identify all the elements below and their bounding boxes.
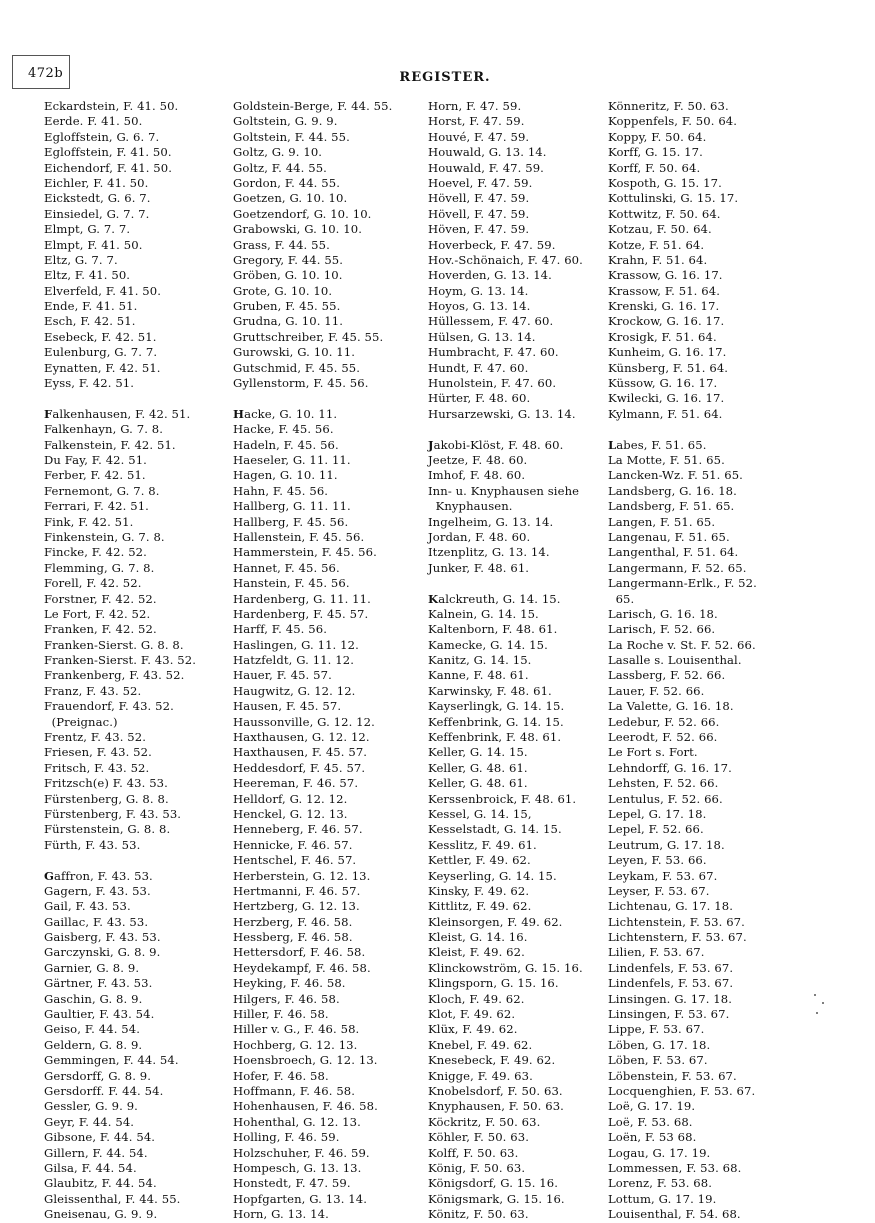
index-entry-letter-start: Gaffron, F. 43. 53. [44,868,153,883]
index-entry: Kleist, G. 14. 16. [428,930,528,945]
index-entry: Langermann, F. 52. 65. [608,560,747,575]
index-entry: Lommessen, F. 53. 68. [608,1160,742,1175]
index-entry: Lehsten, F. 52. 66. [608,776,719,791]
index-entry: Gyllenstorm, F. 45. 56. [233,376,369,391]
index-entry: Hofer, F. 46. 58. [233,1068,329,1083]
index-entry: Falkenhayn, G. 7. 8. [44,422,164,437]
index-entry: Kleist, F. 49. 62. [428,945,525,960]
index-entry: Heereman, F. 46. 57. [233,776,359,791]
index-entry: Gaillac, F. 43. 53. [44,914,149,929]
index-entry: Löbenstein, F. 53. 67. [608,1068,737,1083]
index-entry-letter-start: Kalckreuth, G. 14. 15. [428,591,561,606]
index-entry: Grudna, G. 10. 11. [233,314,344,329]
index-entry: Horn, F. 47. 59. [428,99,522,113]
index-entry: Hov.-Schönaich, F. 47. 60. [428,252,583,267]
index-entry: Karwinsky, F. 48. 61. [428,683,552,698]
index-entry: Falkenstein, F. 42. 51. [44,437,176,452]
index-entry: Kayserlingk, G. 14. 15. [428,699,565,714]
index-entry: Hertzberg, G. 12. 13. [233,899,360,914]
index-entry: Hoym, G. 13. 14. [428,283,529,298]
index-entry: Le Fort s. Fort. [608,745,698,760]
index-entry: Fritzsch(e) F. 43. 53. [44,776,168,791]
index-entry: Heddesdorf, F. 45. 57. [233,760,366,775]
index-entry: Hatzfeldt, G. 11. 12. [233,653,354,668]
index-entry: Lichtenstern, F. 53. 67. [608,930,747,945]
index-entry: Kottwitz, F. 50. 64. [608,206,721,221]
index-entry: Gutschmid, F. 45. 55. [233,360,361,375]
index-entry: Küssow, G. 16. 17. [608,376,718,391]
index-entry: Keller, G. 48. 61. [428,776,528,791]
index-entry: Kylmann, F. 51. 64. [608,406,723,421]
index-entry: Haslingen, G. 11. 12. [233,637,359,652]
index-entry: Klot, F. 49. 62. [428,1007,516,1022]
index-entry: Goetzendorf, G. 10. 10. [233,206,372,221]
index-entry: Keffenbrink, F. 48. 61. [428,730,562,745]
index-entry: Gruben, F. 45. 55. [233,299,341,314]
index-entry: Haussonville, G. 12. 12. [233,714,375,729]
index-entry: Hallberg, F. 45. 56. [233,514,349,529]
running-head: REGISTER. [399,70,491,85]
index-entry: Gersdorff, G. 8. 9. [44,1068,152,1083]
index-entry: Heyking, F. 46. 58. [233,976,346,991]
index-entry: Hacke, F. 45. 56. [233,422,334,437]
index-entry: Langenthal, F. 51. 64. [608,545,739,560]
index-entry: Krassow, G. 16. 17. [608,268,723,283]
page-number: 472b [28,66,64,81]
index-entry: Löben, F. 53. 67. [608,1053,708,1068]
index-entry: Fürstenberg, G. 8. 8. [44,791,169,806]
index-entry: Grass, F. 44. 55. [233,237,330,252]
index-entry: Glaubitz, F. 44. 54. [44,1176,157,1191]
index-entry: Künsberg, F. 51. 64. [608,360,729,375]
index-entry: (Preignac.) [44,714,118,729]
index-entry: Ledebur, F. 52. 66. [608,714,720,729]
index-entry: Grote, G. 10. 10. [233,283,333,298]
index-entry: Garczynski, G. 8. 9. [44,945,161,960]
index-entry: Elmpt, G. 7. 7. [44,222,131,237]
index-entry: Kalnein, G. 14. 15. [428,606,539,621]
index-entry: Knyphausen, F. 50. 63. [428,1099,564,1114]
index-entry: Keffenbrink, G. 14. 15. [428,714,564,729]
index-entry: Landsberg, G. 16. 18. [608,483,737,498]
index-entry: Kesselstadt, G. 14. 15. [428,822,562,837]
index-entry: Horst, F. 47. 59. [428,114,525,129]
index-entry: Honstedt, F. 47. 59. [233,1176,351,1191]
index-entry: Lancken-Wz. F. 51. 65. [608,468,743,483]
index-entry: Krosigk, F. 51. 64. [608,329,717,344]
index-entry: Hertmanni, F. 46. 57. [233,883,361,898]
index-entry: Hardenberg, F. 45. 57. [233,606,369,621]
index-entry: Eichendorf, F. 41. 50. [44,160,173,175]
index-entry: Kamecke, G. 14. 15. [428,637,548,652]
index-entry: Forstner, F. 42. 52. [44,591,157,606]
index-entry: Houwald, G. 13. 14. [428,145,547,160]
index-entry: Hannet, F. 45. 56. [233,560,340,575]
index-entry: Fincke, F. 42. 52. [44,545,147,560]
index-entry: Hanstein, F. 45. 56. [233,576,350,591]
index-entry: Kloch, F. 49. 62. [428,991,525,1006]
index-entry: Du Fay, F. 42. 51. [44,452,147,467]
index-entry: Gibsone, F. 44. 54. [44,1130,156,1145]
index-entry: Garnier, G. 8. 9. [44,960,140,975]
index-entry: Hauer, F. 45. 57. [233,668,332,683]
index-entry: Krenski, G. 16. 17. [608,299,720,314]
index-entry: Gillern, F. 44. 54. [44,1145,148,1160]
index-entry: Eckardstein, F. 41. 50. [44,99,179,113]
section-gap [428,576,620,591]
index-entry: Krockow, G. 16. 17. [608,314,725,329]
index-entry: Grabowski, G. 10. 10. [233,222,362,237]
index-entry: Loën, F. 53 68. [608,1130,697,1145]
index-entry: Hennicke, F. 46. 57. [233,837,353,852]
index-entry: Gneisenau, G. 9. 9. [44,1207,158,1222]
index-entry: Knesebeck, F. 49. 62. [428,1053,556,1068]
index-entry: Fürstenstein, G. 8. 8. [44,822,171,837]
index-entry: Gagern, F. 43. 53. [44,883,151,898]
index-entry: Lehndorff, G. 16. 17. [608,760,732,775]
index-entry: Elverfeld, F. 41. 50. [44,283,162,298]
index-entry: Klüx, F. 49. 62. [428,1022,518,1037]
index-entry: Franken, F. 42. 52. [44,622,157,637]
index-entry: Lottum, G. 17. 19. [608,1191,717,1206]
index-entry-letter-start: Hacke, G. 10. 11. [233,406,338,421]
index-entry: Locquenghien, F. 53. 67. [608,1084,756,1098]
index-column-2 [233,99,429,1223]
index-entry: Gaisberg, F. 43. 53. [44,930,161,945]
index-entry: Korff, F. 50. 64. [608,160,701,175]
index-entry: Herberstein, G. 12. 13. [233,868,371,883]
index-entry: La Roche v. St. F. 52. 66. [608,637,756,652]
index-entry: Frentz, F. 43. 52. [44,730,147,745]
index-entry: Keyserling, G. 14. 15. [428,868,557,883]
index-entry: Hammerstein, F. 45. 56. [233,545,377,560]
index-entry: Eerde. F. 41. 50. [44,114,143,129]
index-entry: Fink, F. 42. 51. [44,514,134,529]
index-entry: Kesslitz, F. 49. 61. [428,837,537,852]
index-entry: Lentulus, F. 52. 66. [608,791,723,806]
index-entry: Lorenz, F. 53. 68. [608,1176,712,1191]
index-entry: Ferrari, F. 42. 51. [44,499,149,514]
index-entry: Lassberg, F. 52. 66. [608,668,726,683]
index-entry: Linsingen. G. 17. 18. [608,991,732,1006]
index-entry: Hallenstein, F. 45. 56. [233,529,365,544]
index-entry: Koppy, F. 50. 64. [608,129,707,144]
index-entry: Krahn, F. 51. 64. [608,252,708,267]
index-entry: Horn, G. 13. 14. [233,1207,329,1222]
index-entry: Haeseler, G. 11. 11. [233,452,351,467]
index-entry: Langermann-Erlk., F. 52. [608,576,757,591]
index-entry: Gärtner, F. 43. 53. [44,976,153,991]
index-entry: Helldorf, G. 12. 12. [233,791,348,806]
index-entry: Lindenfels, F. 53. 67. [608,976,734,991]
index-entry: Hoyos, G. 13. 14. [428,299,531,314]
index-entry: Kospoth, G. 15. 17. [608,175,722,190]
index-entry: Eichler, F. 41. 50. [44,175,149,190]
index-entry: Kunheim, G. 16. 17. [608,345,727,360]
index-entry: Kittlitz, F. 49. 62. [428,899,532,914]
index-entry: Gregory, F. 44. 55. [233,252,344,267]
index-entry: Itzenplitz, G. 13. 14. [428,545,550,560]
index-entry: Gessler, G. 9. 9. [44,1099,138,1114]
index-entry: Holling, F. 46. 59. [233,1130,340,1145]
index-entry: Forell, F. 42. 52. [44,576,142,591]
index-entry: Lindenfels, F. 53. 67. [608,960,734,975]
index-entry: Henckel, G. 12. 13. [233,806,348,821]
index-entry: Linsingen, F. 53. 67. [608,1007,730,1022]
index-entry: Jeetze, F. 48. 60. [428,452,528,467]
index-entry: Hoffmann, F. 46. 58. [233,1084,356,1098]
index-entry: Leerodt, F. 52. 66. [608,730,718,745]
index-entry: Hövell, F. 47. 59. [428,206,530,221]
index-entry: Langen, F. 51. 65. [608,514,716,529]
section-gap [233,391,429,406]
index-entry: Hövell, F. 47. 59. [428,191,530,206]
index-entry: Hoevel, F. 47. 59. [428,175,533,190]
index-entry: Gröben, G. 10. 10. [233,268,343,283]
index-entry: Hopfgarten, G. 13. 14. [233,1191,368,1206]
index-entry: Lauer, F. 52. 66. [608,683,705,698]
index-entry: Gleissenthal, F. 44. 55. [44,1191,181,1206]
index-entry-letter-start: Labes, F. 51. 65. [608,437,707,452]
index-entry: Fürth, F. 43. 53. [44,837,141,852]
index-entry: Kleinsorgen, F. 49. 62. [428,914,563,929]
index-column-3 [428,99,620,1223]
index-entry: Hochberg, G. 12. 13. [233,1037,358,1052]
index-entry: Hessberg, F. 46. 58. [233,930,353,945]
index-entry: Hülsen, G. 13. 14. [428,329,536,344]
index-entry: Frankenberg, F. 43. 52. [44,668,185,683]
index-entry: Hausen, F. 45. 57. [233,699,342,714]
index-entry: Houvé, F. 47. 59. [428,129,530,144]
index-entry: La Motte, F. 51. 65. [608,452,725,467]
index-entry: Lepel, G. 17. 18. [608,806,707,821]
index-entry: Eyss, F. 42. 51. [44,376,135,391]
index-entry: Gail, F. 43. 53. [44,899,131,914]
index-entry: Fürstenberg, F. 43. 53. [44,806,182,821]
index-entry: Eynatten, F. 42. 51. [44,360,161,375]
index-entry: Kolff, F. 50. 63. [428,1145,519,1160]
index-entry: Kanitz, G. 14. 15. [428,653,532,668]
index-entry: Imhof, F. 48. 60. [428,468,526,483]
index-entry: Hentschel, F. 46. 57. [233,853,357,868]
index-entry: Elmpt, F. 41. 50. [44,237,143,252]
index-entry-letter-start: Jakobi-Klöst, F. 48. 60. [428,437,564,452]
index-entry: Eulenburg, G. 7. 7. [44,345,158,360]
index-entry: Gaultier, F. 43. 54. [44,1007,155,1022]
index-entry: Hardenberg, G. 11. 11. [233,591,371,606]
index-entry: Goltstein, G. 9. 9. [233,114,338,129]
index-entry: Hohenhausen, F. 46. 58. [233,1099,378,1114]
index-entry: Köhler, F. 50. 63. [428,1130,529,1145]
index-entry: Kessel, G. 14. 15, [428,806,532,821]
index-entry: Kotzau, F. 50. 64. [608,222,712,237]
index-entry: Loë, F. 53. 68. [608,1114,693,1129]
index-entry: Kotze, F. 51. 64. [608,237,705,252]
index-entry: Langenau, F. 51. 65. [608,529,730,544]
index-entry: Haxthausen, G. 12. 12. [233,730,370,745]
index-entry: Gruttschreiber, F. 45. 55. [233,329,384,344]
index-entry: 65. [608,591,635,606]
index-entry: Eltz, G. 7. 7. [44,252,118,267]
index-entry: Hoensbroech, G. 12. 13. [233,1053,378,1068]
index-entry: Geiso, F. 44. 54. [44,1022,140,1037]
index-entry: Geyr, F. 44. 54. [44,1114,135,1129]
index-entry: Jordan, F. 48. 60. [428,529,531,544]
index-entry: Hohenthal, G. 12. 13. [233,1114,361,1129]
section-gap [44,853,234,868]
index-entry: Hompesch, G. 13. 13. [233,1160,362,1175]
index-entry: Lepel, F. 52. 66. [608,822,704,837]
index-entry: Inn- u. Knyphausen siehe [428,483,580,498]
index-entry: Hahn, F. 45. 56. [233,483,329,498]
index-entry: Frauendorf, F. 43. 52. [44,699,174,714]
index-entry: Goetzen, G. 10. 10. [233,191,348,206]
index-entry: Hoverbeck, F. 47. 59. [428,237,556,252]
index-entry: Loë, G. 17. 19. [608,1099,696,1114]
index-entry: Kanne, F. 48. 61. [428,668,529,683]
index-entry: Holzschuher, F. 46. 59. [233,1145,370,1160]
index-entry: Junker, F. 48. 61. [428,560,530,575]
index-entry: Knigge, F. 49. 63. [428,1068,533,1083]
index-entry: Fritsch, F. 43. 52. [44,760,150,775]
index-column-4 [608,99,808,1223]
index-entry: Esch, F. 42. 51. [44,314,136,329]
index-entry: Haxthausen, F. 45. 57. [233,745,368,760]
index-entry: Ferber, F. 42. 51. [44,468,146,483]
index-entry: Goldstein-Berge, F. 44. 55. [233,99,393,113]
index-entry: Heydekampf, F. 46. 58. [233,960,371,975]
index-entry: Hiller v. G., F. 46. 58. [233,1022,360,1037]
index-entry: Hadeln, F. 45. 56. [233,437,339,452]
index-entry: Gilsa, F. 44. 54. [44,1160,137,1175]
section-gap [428,422,620,437]
index-entry: Egloffstein, F. 41. 50. [44,145,172,160]
index-entry: Gordon, F. 44. 55. [233,175,340,190]
index-entry: Koppenfels, F. 50. 64. [608,114,738,129]
index-entry: Haugwitz, G. 12. 12. [233,683,356,698]
scan-specks [812,990,832,1020]
index-entry: Kinsky, F. 49. 62. [428,883,530,898]
index-entry: Gemmingen, F. 44. 54. [44,1053,179,1068]
index-entry: Köckritz, F. 50. 63. [428,1114,541,1129]
index-entry: Hoverden, G. 13. 14. [428,268,552,283]
index-entry: Hallberg, G. 11. 11. [233,499,351,514]
index-entry: Fernemont, G. 7. 8. [44,483,160,498]
index-entry: Kwilecki, G. 16. 17. [608,391,725,406]
index-entry: Keller, G. 14. 15. [428,745,528,760]
index-entry: Hüllessem, F. 47. 60. [428,314,554,329]
index-entry: Friesen, F. 43. 52. [44,745,152,760]
index-entry: Gaschin, G. 8. 9. [44,991,143,1006]
index-entry: Hagen, G. 10. 11. [233,468,338,483]
index-entry: Knyphausen. [428,499,513,514]
index-entry: Landsberg, F. 51. 65. [608,499,735,514]
index-entry: Könneritz, F. 50. 63. [608,99,729,113]
index-entry: Einsiedel, G. 7. 7. [44,206,150,221]
index-entry: Könitz, F. 50. 63. [428,1207,529,1222]
index-entry: Krassow, F. 51. 64. [608,283,720,298]
index-entry: Lichtenau, G. 17. 18. [608,899,733,914]
index-entry: Houwald, F. 47. 59. [428,160,544,175]
index-entry: Hiller, F. 46. 58. [233,1007,329,1022]
section-gap [44,391,234,406]
index-entry: Esebeck, F. 42. 51. [44,329,157,344]
index-entry: Königsdorf, G. 15. 16. [428,1176,559,1191]
index-entry: König, F. 50. 63. [428,1160,526,1175]
index-entry: Franken-Sierst. F. 43. 52. [44,653,197,668]
index-entry: Lippe, F. 53. 67. [608,1022,705,1037]
index-entry: Leutrum, G. 17. 18. [608,837,725,852]
index-entry: Ingelheim, G. 13. 14. [428,514,554,529]
index-entry: Franz, F. 43. 52. [44,683,142,698]
index-column-1 [44,99,234,1223]
index-entry: Lichtenstein, F. 53. 67. [608,914,745,929]
index-entry: Logau, G. 17. 19. [608,1145,711,1160]
index-entry: Leyen, F. 53. 66. [608,853,707,868]
index-entry: Goltz, G. 9. 10. [233,145,323,160]
index-entry: Ende, F. 41. 51. [44,299,138,314]
index-entry: Klingsporn, G. 15. 16. [428,976,559,991]
index-entry: Hettersdorf, F. 46. 58. [233,945,366,960]
index-entry: Lasalle s. Louisenthal. [608,653,742,668]
index-entry: Gurowski, G. 10. 11. [233,345,356,360]
index-entry: Larisch, F. 52. 66. [608,622,716,637]
index-entry: Franken-Sierst. G. 8. 8. [44,637,184,652]
index-entry: Egloffstein, G. 6. 7. [44,129,160,144]
index-entry: Leyser, F. 53. 67. [608,883,710,898]
index-entry: Klinckowström, G. 15. 16. [428,960,583,975]
index-entry: Louisenthal, F. 54. 68. [608,1207,741,1222]
index-entry: Kaltenborn, F. 48. 61. [428,622,558,637]
index-entry: Geldern, G. 8. 9. [44,1037,143,1052]
index-entry: Löben, G. 17. 18. [608,1037,711,1052]
index-entry: Eltz, F. 41. 50. [44,268,131,283]
index-entry: Höven, F. 47. 59. [428,222,530,237]
index-entry: Kottulinski, G. 15. 17. [608,191,739,206]
index-entry: Hürter, F. 48. 60. [428,391,531,406]
index-entry: Hilgers, F. 46. 58. [233,991,340,1006]
index-entry: Le Fort, F. 42. 52. [44,606,151,621]
index-entry: Humbracht, F. 47. 60. [428,345,559,360]
index-entry: Harff, F. 45. 56. [233,622,327,637]
index-entry: Königsmark, G. 15. 16. [428,1191,565,1206]
index-entry: Eickstedt, G. 6. 7. [44,191,151,206]
index-entry: Gersdorff. F. 44. 54. [44,1084,164,1098]
index-entry: Finkenstein, G. 7. 8. [44,529,165,544]
index-entry: La Valette, G. 16. 18. [608,699,734,714]
index-entry: Korff, G. 15. 17. [608,145,703,160]
section-gap [608,422,808,437]
index-entry: Goltz, F. 44. 55. [233,160,327,175]
index-entry: Goltstein, F. 44. 55. [233,129,350,144]
index-entry: Herzberg, F. 46. 58. [233,914,353,929]
index-entry: Knobelsdorf, F. 50. 63. [428,1084,563,1098]
index-entry: Leykam, F. 53. 67. [608,868,718,883]
index-entry: Keller, G. 48. 61. [428,760,528,775]
index-entry: Hursarzewski, G. 13. 14. [428,406,576,421]
index-entry: Kerssenbroick, F. 48. 61. [428,791,577,806]
index-entry: Kettler, F. 49. 62. [428,853,531,868]
index-entry: Hundt, F. 47. 60. [428,360,529,375]
index-entry: Henneberg, F. 46. 57. [233,822,363,837]
index-entry-letter-start: Falkenhausen, F. 42. 51. [44,406,191,421]
index-entry: Lilien, F. 53. 67. [608,945,705,960]
index-entry: Larisch, G. 16. 18. [608,606,718,621]
index-entry: Hunolstein, F. 47. 60. [428,376,557,391]
index-entry: Knebel, F. 49. 62. [428,1037,533,1052]
index-entry: Flemming, G. 7. 8. [44,560,155,575]
